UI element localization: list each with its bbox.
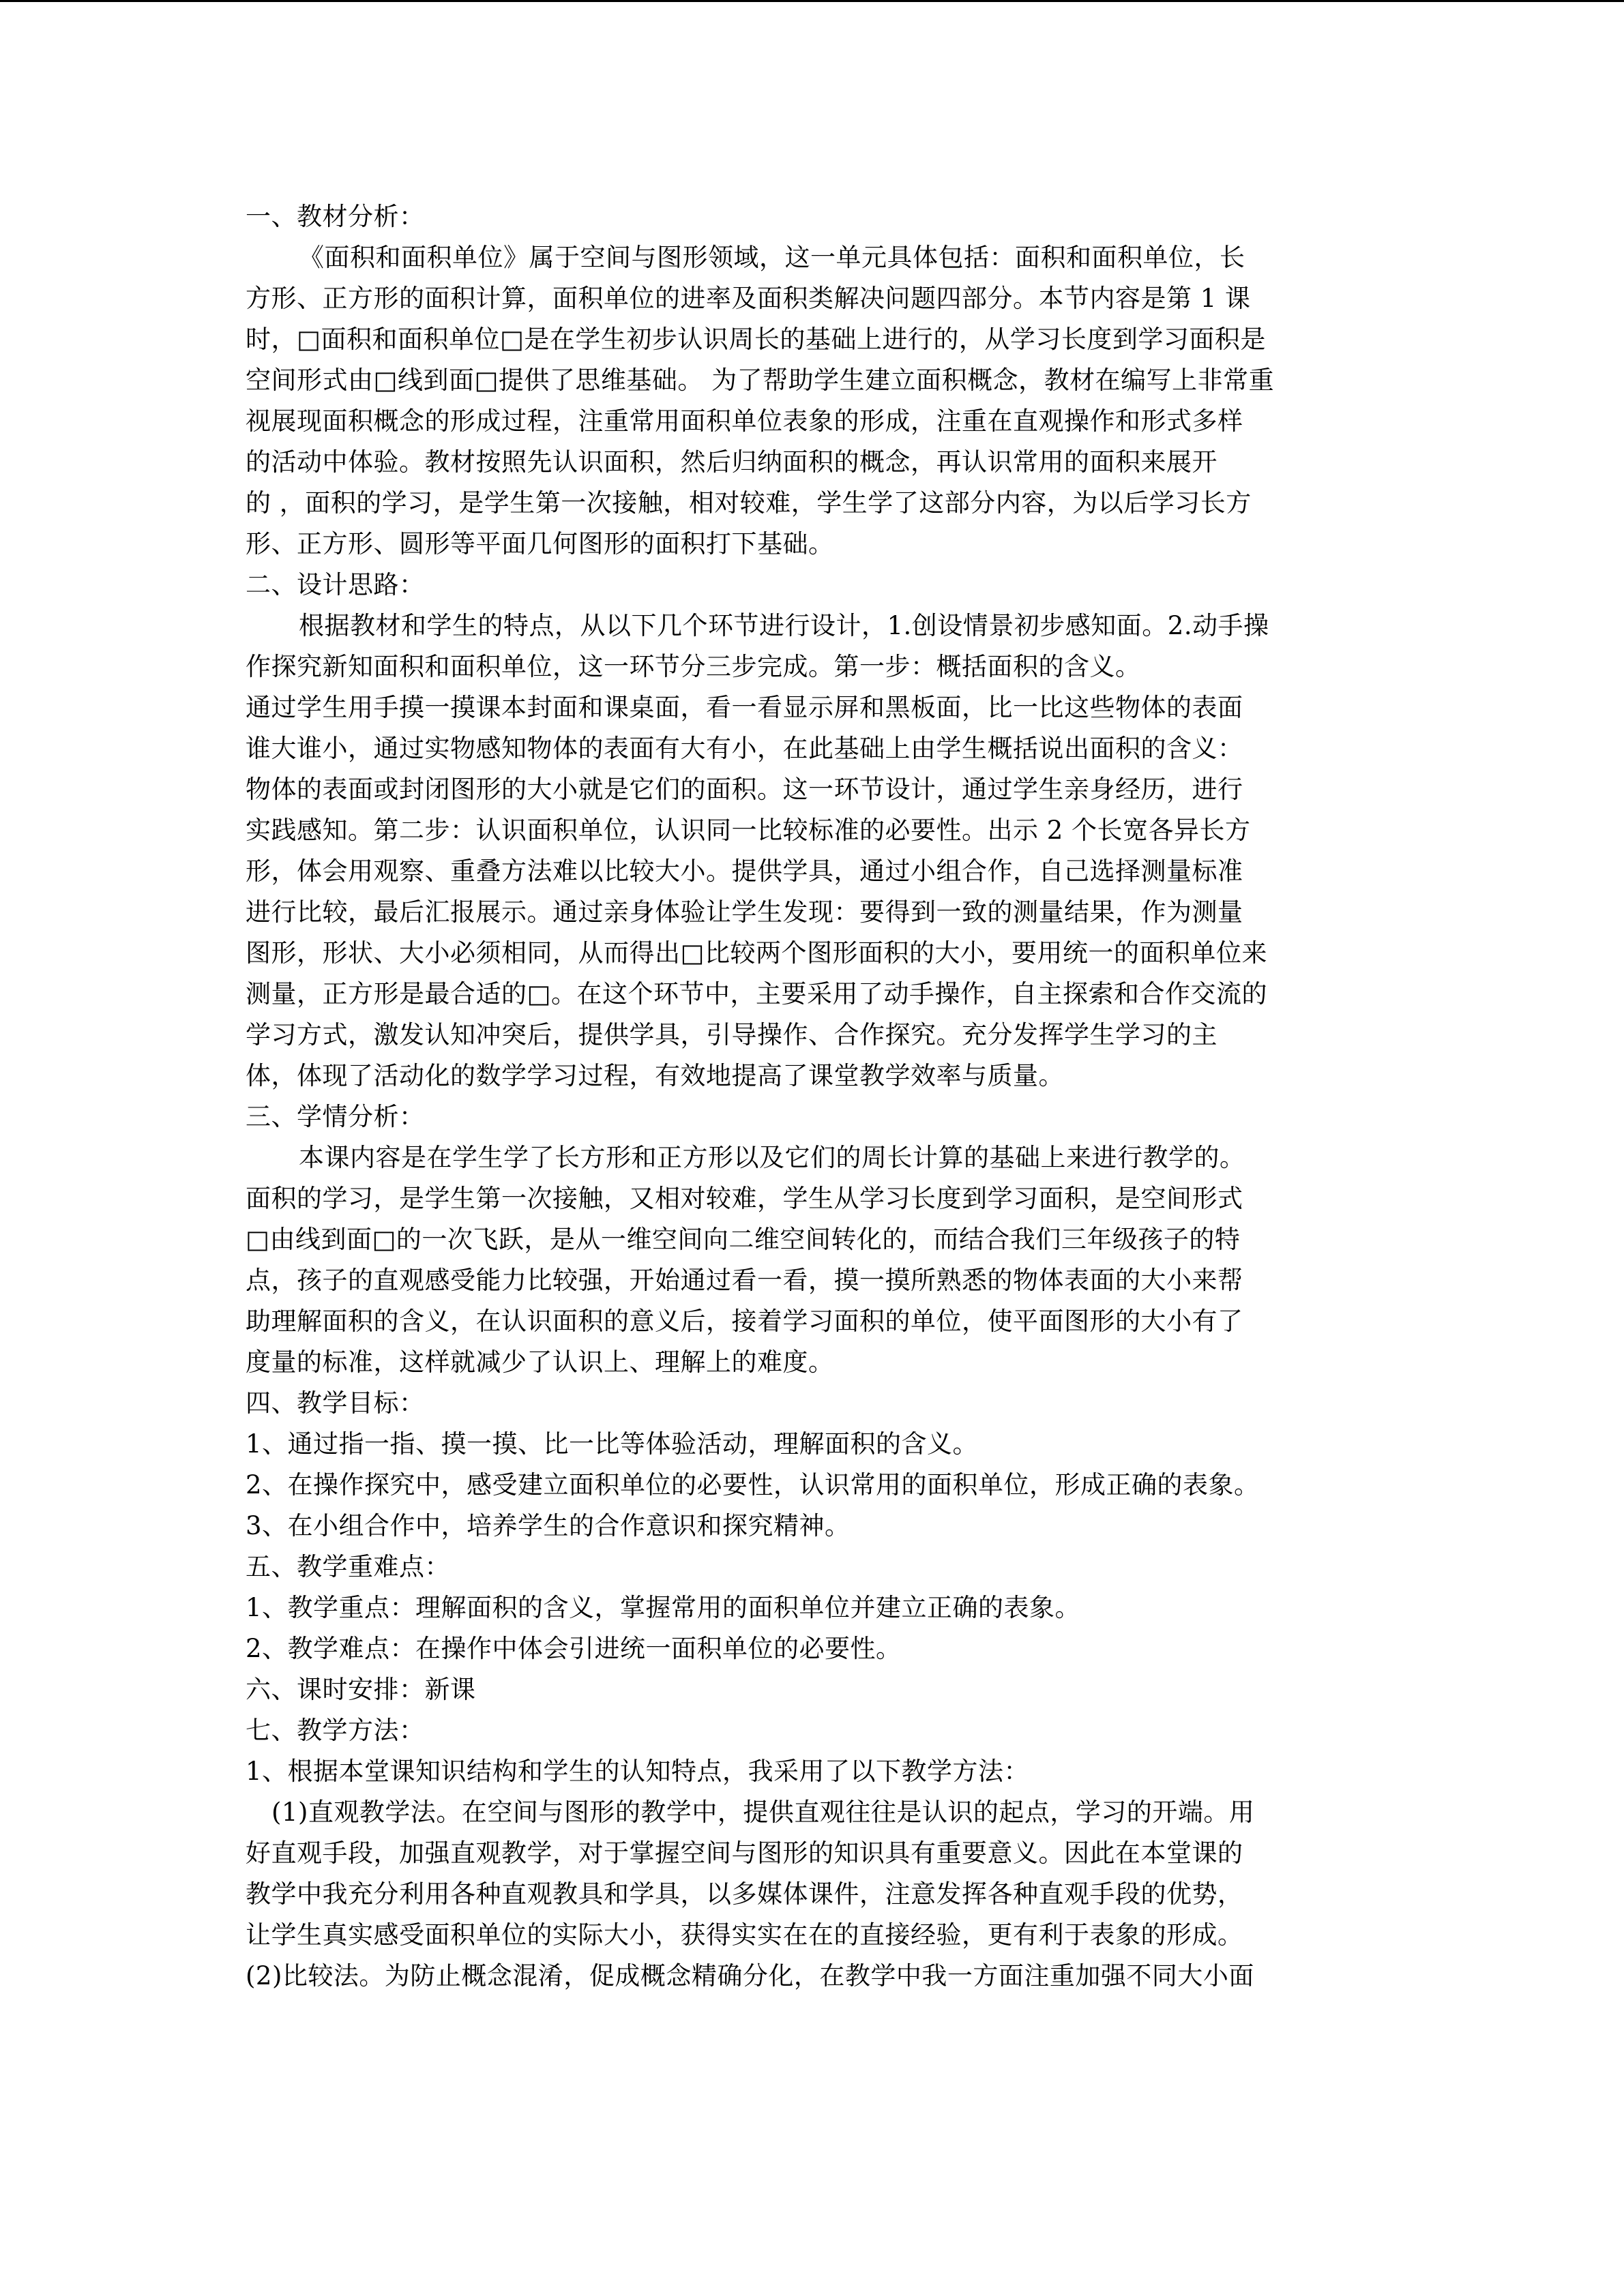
text-line: 3、在小组合作中，培养学生的合作意识和探究精神。 bbox=[246, 1511, 851, 1540]
text-line: 教学中我充分利用各种直观教具和学具，以多媒体课件，注意发挥各种直观手段的优势， bbox=[246, 1879, 1243, 1909]
section-heading: 六、课时安排：新课 bbox=[246, 1675, 476, 1704]
section-heading: 二、设计思路： bbox=[246, 570, 425, 599]
section-heading: 四、教学目标： bbox=[246, 1388, 425, 1418]
section-heading: 七、教学方法： bbox=[246, 1716, 425, 1745]
text-line: 谁大谁小，通过实物感知物体的表面有大有小，在此基础上由学生概括说出面积的含义： bbox=[246, 734, 1243, 763]
text-line: 实践感知。第二步：认识面积单位，认识同一比较标准的必要性。出示 2 个长宽各异长方 bbox=[246, 816, 1251, 845]
text-line: 学习方式，激发认知冲突后，提供学具，引导操作、合作探究。充分发挥学生学习的主 bbox=[246, 1020, 1217, 1049]
text-line: 根据教材和学生的特点，从以下几个环节进行设计，1.创设情景初步感知面。2.动手操 bbox=[299, 611, 1269, 640]
text-line: □由线到面□的一次飞跃，是从一维空间向二维空间转化的，而结合我们三年级孩子的特 bbox=[246, 1225, 1241, 1254]
text-line: 助理解面积的含义，在认识面积的意义后，接着学习面积的单位，使平面图形的大小有了 bbox=[246, 1307, 1243, 1336]
text-line: 通过学生用手摸一摸课本封面和课桌面，看一看显示屏和黑板面，比一比这些物体的表面 bbox=[246, 693, 1243, 722]
text-line: (1)直观教学法。在空间与图形的教学中，提供直观往往是认识的起点，学习的开端。用 bbox=[271, 1798, 1255, 1827]
text-line: 时，□面积和面积单位□是在学生初步认识周长的基础上进行的，从学习长度到学习面积是 bbox=[246, 325, 1266, 354]
text-line: 好直观手段，加强直观教学，对于掌握空间与图形的知识具有重要意义。因此在本堂课的 bbox=[246, 1838, 1243, 1868]
section-heading: 三、学情分析： bbox=[246, 1102, 425, 1131]
text-line: 1、根据本堂课知识结构和学生的认知特点，我采用了以下教学方法： bbox=[246, 1757, 1030, 1786]
text-line: 点，孩子的直观感受能力比较强，开始通过看一看，摸一摸所熟悉的物体表面的大小来帮 bbox=[246, 1266, 1243, 1295]
document-page bbox=[246, 196, 1371, 1997]
text-line: 的活动中体验。教材按照先认识面积，然后归纳面积的概念，再认识常用的面积来展开 bbox=[246, 447, 1217, 477]
section-heading: 五、教学重难点： bbox=[246, 1552, 450, 1581]
text-line: 体，体现了活动化的数学学习过程，有效地提高了课堂教学效率与质量。 bbox=[246, 1061, 1064, 1090]
page-top-border bbox=[0, 0, 1624, 2]
text-line: 形、正方形、圆形等平面几何图形的面积打下基础。 bbox=[246, 529, 834, 558]
text-line: 方形、正方形的面积计算，面积单位的进率及面积类解决问题四部分。本节内容是第 1 课 bbox=[246, 284, 1251, 313]
text-line: 2、在操作探究中，感受建立面积单位的必要性，认识常用的面积单位，形成正确的表象。 bbox=[246, 1470, 1260, 1500]
text-line: 作探究新知面积和面积单位，这一环节分三步完成。第一步：概括面积的含义。 bbox=[246, 652, 1141, 681]
text-line: 度量的标准，这样就减少了认识上、理解上的难度。 bbox=[246, 1347, 834, 1377]
text-line: 的 ，面积的学习，是学生第一次接触，相对较难，学生学了这部分内容，为以后学习长方 bbox=[246, 488, 1252, 518]
text-line: 形，体会用观察、重叠方法难以比较大小。提供学具，通过小组合作，自己选择测量标准 bbox=[246, 856, 1243, 886]
text-line: 1、教学重点：理解面积的含义，掌握常用的面积单位并建立正确的表象。 bbox=[246, 1593, 1081, 1622]
section-heading: 一、教材分析： bbox=[246, 202, 425, 231]
text-line: 测量，正方形是最合适的□。在这个环节中，主要采用了动手操作，自主探索和合作交流的 bbox=[246, 979, 1267, 1009]
text-line: 图形，形状、大小必须相同，从而得出□比较两个图形面积的大小，要用统一的面积单位来 bbox=[246, 938, 1267, 968]
text-line: 面积的学习，是学生第一次接触，又相对较难，学生从学习长度到学习面积，是空间形式 bbox=[246, 1184, 1243, 1213]
text-line: 让学生真实感受面积单位的实际大小，获得实实在在的直接经验，更有利于表象的形成。 bbox=[246, 1920, 1243, 1950]
text-line: 进行比较，最后汇报展示。通过亲身体验让学生发现：要得到一致的测量结果，作为测量 bbox=[246, 897, 1243, 927]
text-line: 2、教学难点：在操作中体会引进统一面积单位的必要性。 bbox=[246, 1634, 902, 1663]
text-line: 1、通过指一指、摸一摸、比一比等体验活动，理解面积的含义。 bbox=[246, 1429, 979, 1459]
text-line: 视展现面积概念的形成过程，注重常用面积单位表象的形成，注重在直观操作和形式多样 bbox=[246, 406, 1243, 436]
text-line: 本课内容是在学生学了长方形和正方形以及它们的周长计算的基础上来进行教学的。 bbox=[299, 1143, 1245, 1172]
text-line: 物体的表面或封闭图形的大小就是它们的面积。这一环节设计，通过学生亲身经历，进行 bbox=[246, 775, 1243, 804]
text-line: 空间形式由□线到面□提供了思维基础。 为了帮助学生建立面积概念，教材在编写上非常重 bbox=[246, 366, 1275, 395]
text-line: (2)比较法。为防止概念混淆，促成概念精确分化，在教学中我一方面注重加强不同大小面 bbox=[246, 1961, 1254, 1991]
text-line: 《面积和面积单位》属于空间与图形领域，这一单元具体包括：面积和面积单位，长 bbox=[299, 243, 1245, 272]
